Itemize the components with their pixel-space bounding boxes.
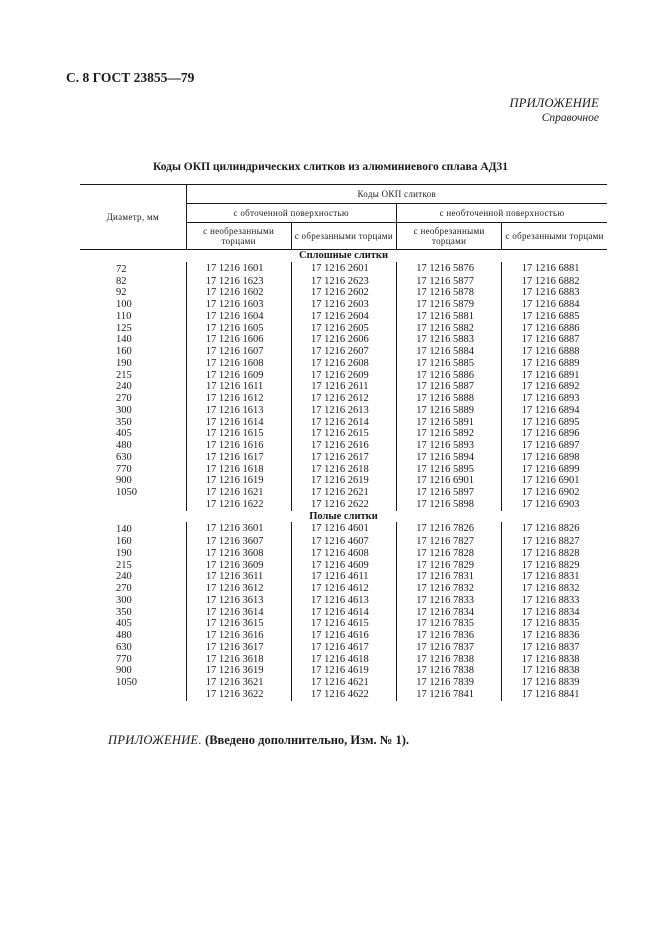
diameter-cell: 900 [116, 475, 132, 487]
code-cell: 17 1216 7838 [397, 654, 502, 666]
diameter-cell: 125 [116, 322, 132, 334]
diameter-cell: 900 [116, 665, 132, 677]
code-cell: 17 1216 2623 [291, 276, 396, 288]
group-header-unturned: с необточенной поверхностью [397, 204, 608, 223]
code-cell: 17 1216 1605 [186, 323, 291, 335]
diameter-cell: 300 [116, 594, 132, 606]
footer-text: (Введено дополнительно, Изм. № 1). [205, 733, 409, 747]
section-hollow-title-row [80, 511, 607, 523]
code-cell: 17 1216 8832 [502, 583, 607, 595]
code-cell: 17 1216 2604 [291, 311, 396, 323]
code-cell: 17 1216 7837 [397, 642, 502, 654]
table-row [80, 548, 607, 560]
code-cell: 17 1216 6884 [502, 299, 607, 311]
code-cell: 17 1216 1607 [186, 346, 291, 358]
code-cell: 17 1216 7838 [397, 665, 502, 677]
code-cell: 17 1216 6891 [502, 370, 607, 382]
subheader-untrimmed-ends: с необрезанными торцами [186, 223, 291, 250]
diameter-header: Диаметр, мм [80, 185, 186, 250]
code-cell: 17 1216 1613 [186, 405, 291, 417]
table-row [80, 334, 607, 346]
diameter-cell: 240 [116, 381, 132, 393]
code-cell: 17 1216 4613 [291, 595, 396, 607]
diameter-cell: 480 [116, 630, 132, 641]
code-cell: 17 1216 6892 [502, 381, 607, 393]
code-cell: 17 1216 8828 [502, 548, 607, 560]
code-cell: 17 1216 3613 [186, 595, 291, 607]
diameter-cell: 72 [116, 263, 127, 275]
table-row [80, 487, 607, 499]
code-cell: 17 1216 2601 [291, 262, 396, 276]
code-cell: 17 1216 6896 [502, 428, 607, 440]
code-cell: 17 1216 3609 [186, 560, 291, 572]
diameter-cell: 405 [116, 428, 132, 440]
code-cell: 17 1216 5881 [397, 311, 502, 323]
code-cell: 17 1216 3622 [186, 689, 291, 701]
code-cell: 17 1216 6898 [502, 452, 607, 464]
code-cell: 17 1216 5895 [397, 464, 502, 476]
code-cell: 17 1216 5876 [397, 262, 502, 276]
code-cell: 17 1216 1616 [186, 440, 291, 452]
table-row [80, 475, 607, 487]
code-cell: 17 1216 3615 [186, 618, 291, 630]
table-row [80, 654, 607, 666]
code-cell: 17 1216 3601 [186, 522, 291, 536]
code-cell: 17 1216 2622 [291, 499, 396, 511]
table-row [80, 370, 607, 382]
code-cell: 17 1216 6893 [502, 393, 607, 405]
code-cell: 17 1216 2611 [291, 381, 396, 393]
diameter-cell: 160 [116, 346, 132, 357]
code-cell: 17 1216 2619 [291, 475, 396, 487]
code-cell: 17 1216 1617 [186, 452, 291, 464]
code-cell: 17 1216 6887 [502, 334, 607, 346]
code-cell: 17 1216 5883 [397, 334, 502, 346]
code-cell: 17 1216 7827 [397, 536, 502, 548]
diameter-cell: 480 [116, 440, 132, 451]
code-cell: 17 1216 8833 [502, 595, 607, 607]
code-cell: 17 1216 1622 [186, 499, 291, 511]
diameter-cell [80, 499, 186, 511]
code-cell: 17 1216 5892 [397, 428, 502, 440]
diameter-cell: 1050 [116, 487, 137, 498]
code-cell: 17 1216 1611 [186, 381, 291, 393]
code-cell: 17 1216 7833 [397, 595, 502, 607]
code-cell: 17 1216 3608 [186, 548, 291, 560]
code-cell: 17 1216 7841 [397, 689, 502, 701]
code-cell: 17 1216 2618 [291, 464, 396, 476]
code-cell: 17 1216 1621 [186, 487, 291, 499]
section-title-hollow: Полые слитки [309, 510, 378, 522]
code-cell: 17 1216 8838 [502, 654, 607, 666]
code-cell: 17 1216 5897 [397, 487, 502, 499]
section-hollow-rows [80, 522, 607, 700]
table-row [80, 522, 607, 536]
code-cell: 17 1216 3621 [186, 677, 291, 689]
code-cell: 17 1216 4617 [291, 642, 396, 654]
code-cell: 17 1216 1618 [186, 464, 291, 476]
code-cell: 17 1216 1606 [186, 334, 291, 346]
code-cell: 17 1216 6903 [502, 499, 607, 511]
code-cell: 17 1216 5891 [397, 417, 502, 429]
table-row [80, 607, 607, 619]
code-cell: 17 1216 3612 [186, 583, 291, 595]
code-cell: 17 1216 1612 [186, 393, 291, 405]
code-cell: 17 1216 2607 [291, 346, 396, 358]
table-row [80, 428, 607, 440]
table-row [80, 393, 607, 405]
table-row [80, 287, 607, 299]
code-cell: 17 1216 1603 [186, 299, 291, 311]
code-cell: 17 1216 1619 [186, 475, 291, 487]
footer-label: ПРИЛОЖЕНИЕ. [108, 733, 202, 747]
code-cell: 17 1216 4616 [291, 630, 396, 642]
table-row [80, 630, 607, 642]
table-row [80, 583, 607, 595]
diameter-cell: 630 [116, 451, 132, 463]
table-row [80, 358, 607, 370]
table-row [80, 536, 607, 548]
code-cell: 17 1216 2614 [291, 417, 396, 429]
appendix-label [510, 96, 599, 124]
subheader-trimmed-ends: с обрезанными торцами [502, 223, 607, 250]
table-header [80, 185, 607, 250]
code-cell: 17 1216 5888 [397, 393, 502, 405]
appendix-subtitle: Справочное [541, 112, 599, 124]
code-cell: 17 1216 2613 [291, 405, 396, 417]
code-cell: 17 1216 8837 [502, 642, 607, 654]
diameter-cell: 110 [116, 310, 132, 322]
section-solid-rows [80, 262, 607, 511]
code-cell: 17 1216 8839 [502, 677, 607, 689]
table-row [80, 464, 607, 476]
diameter-cell: 82 [116, 275, 127, 287]
table-row [80, 499, 607, 511]
code-cell: 17 1216 4622 [291, 689, 396, 701]
code-cell: 17 1216 5894 [397, 452, 502, 464]
code-cell: 17 1216 8826 [502, 522, 607, 536]
code-cell: 17 1216 7826 [397, 522, 502, 536]
diameter-cell: 350 [116, 606, 132, 618]
code-cell: 17 1216 6895 [502, 417, 607, 429]
code-cell: 17 1216 5882 [397, 323, 502, 335]
code-cell: 17 1216 6885 [502, 311, 607, 323]
table-row [80, 311, 607, 323]
code-cell: 17 1216 7834 [397, 607, 502, 619]
code-cell: 17 1216 8836 [502, 630, 607, 642]
code-cell: 17 1216 6883 [502, 287, 607, 299]
code-cell: 17 1216 2603 [291, 299, 396, 311]
code-cell: 17 1216 5886 [397, 370, 502, 382]
code-cell: 17 1216 4611 [291, 571, 396, 583]
diameter-cell: 770 [116, 653, 132, 665]
diameter-cell: 630 [116, 641, 132, 653]
table-row [80, 595, 607, 607]
diameter-cell: 270 [116, 393, 132, 404]
diameter-cell: 215 [116, 369, 132, 381]
code-cell: 17 1216 7836 [397, 630, 502, 642]
page-header: С. 8 ГОСТ 23855—79 [66, 70, 195, 85]
code-cell: 17 1216 6901 [397, 475, 502, 487]
table-row [80, 405, 607, 417]
code-cell: 17 1216 1614 [186, 417, 291, 429]
footer-note [108, 733, 409, 748]
code-cell: 17 1216 1604 [186, 311, 291, 323]
section-title-solid: Сплошные слитки [298, 250, 389, 261]
code-cell: 17 1216 7832 [397, 583, 502, 595]
table-row [80, 440, 607, 452]
code-cell: 17 1216 1602 [186, 287, 291, 299]
code-cell: 17 1216 8834 [502, 607, 607, 619]
code-cell: 17 1216 6901 [502, 475, 607, 487]
table-row [80, 560, 607, 572]
code-cell: 17 1216 2615 [291, 428, 396, 440]
code-cell: 17 1216 1609 [186, 370, 291, 382]
table-row [80, 262, 607, 276]
code-cell: 17 1216 2617 [291, 452, 396, 464]
code-cell: 17 1216 5879 [397, 299, 502, 311]
appendix-title: ПРИЛОЖЕНИЕ [509, 96, 599, 110]
diameter-cell: 140 [116, 524, 132, 536]
code-cell: 17 1216 2605 [291, 323, 396, 335]
code-cell: 17 1216 3618 [186, 654, 291, 666]
code-cell: 17 1216 3617 [186, 642, 291, 654]
code-cell: 17 1216 7829 [397, 560, 502, 572]
code-cell: 17 1216 1608 [186, 358, 291, 370]
table-row [80, 299, 607, 311]
code-cell: 17 1216 2608 [291, 358, 396, 370]
code-cell: 17 1216 6899 [502, 464, 607, 476]
codes-header: Коды ОКП слитков [186, 185, 607, 204]
code-cell: 17 1216 2612 [291, 393, 396, 405]
diameter-cell [80, 689, 186, 701]
diameter-cell: 770 [116, 463, 132, 475]
subheader-untrimmed-ends: с необрезанными торцами [397, 223, 502, 250]
code-cell: 17 1216 6902 [502, 487, 607, 499]
code-cell: 17 1216 2606 [291, 334, 396, 346]
diameter-cell: 1050 [116, 677, 137, 688]
code-cell: 17 1216 5898 [397, 499, 502, 511]
code-cell: 17 1216 2602 [291, 287, 396, 299]
code-cell: 17 1216 5893 [397, 440, 502, 452]
diameter-cell: 160 [116, 536, 132, 547]
code-cell: 17 1216 7835 [397, 618, 502, 630]
code-cell: 17 1216 2616 [291, 440, 396, 452]
code-cell: 17 1216 5885 [397, 358, 502, 370]
table-row [80, 323, 607, 335]
code-cell: 17 1216 5877 [397, 276, 502, 288]
code-cell: 17 1216 3619 [186, 665, 291, 677]
code-cell: 17 1216 5889 [397, 405, 502, 417]
code-cell: 17 1216 7839 [397, 677, 502, 689]
code-cell: 17 1216 4619 [291, 665, 396, 677]
code-cell: 17 1216 8841 [502, 689, 607, 701]
diameter-cell: 405 [116, 618, 132, 630]
code-cell: 17 1216 3616 [186, 630, 291, 642]
code-cell: 17 1216 6894 [502, 405, 607, 417]
okp-codes-table [80, 184, 607, 701]
code-cell: 17 1216 2609 [291, 370, 396, 382]
diameter-cell: 190 [116, 357, 132, 369]
code-cell: 17 1216 6888 [502, 346, 607, 358]
code-cell: 17 1216 1623 [186, 276, 291, 288]
code-cell: 17 1216 4612 [291, 583, 396, 595]
code-cell: 17 1216 6889 [502, 358, 607, 370]
code-cell: 17 1216 1615 [186, 428, 291, 440]
diameter-cell: 140 [116, 334, 132, 346]
code-cell: 17 1216 6886 [502, 323, 607, 335]
code-cell: 17 1216 4615 [291, 618, 396, 630]
diameter-cell: 240 [116, 571, 132, 583]
table-row [80, 276, 607, 288]
table-row [80, 677, 607, 689]
diameter-cell: 92 [116, 287, 127, 299]
code-cell: 17 1216 3611 [186, 571, 291, 583]
code-cell: 17 1216 4608 [291, 548, 396, 560]
table-row [80, 452, 607, 464]
code-cell: 17 1216 7828 [397, 548, 502, 560]
table-row [80, 665, 607, 677]
diameter-cell: 300 [116, 404, 132, 416]
code-cell: 17 1216 8838 [502, 665, 607, 677]
diameter-cell: 190 [116, 547, 132, 559]
code-cell: 17 1216 6897 [502, 440, 607, 452]
code-cell: 17 1216 2621 [291, 487, 396, 499]
code-cell: 17 1216 7831 [397, 571, 502, 583]
code-cell: 17 1216 4601 [291, 522, 396, 536]
subheader-trimmed-ends: с обрезанными торцами [291, 223, 396, 250]
code-cell: 17 1216 8831 [502, 571, 607, 583]
table-row [80, 381, 607, 393]
diameter-cell: 100 [116, 299, 132, 310]
table-row [80, 417, 607, 429]
table-row [80, 571, 607, 583]
code-cell: 17 1216 4621 [291, 677, 396, 689]
code-cell: 17 1216 4609 [291, 560, 396, 572]
section-solid-title-row [80, 250, 607, 262]
code-cell: 17 1216 1601 [186, 262, 291, 276]
code-cell: 17 1216 5887 [397, 381, 502, 393]
code-cell: 17 1216 5884 [397, 346, 502, 358]
table-row [80, 346, 607, 358]
code-cell: 17 1216 8829 [502, 560, 607, 572]
table-row [80, 689, 607, 701]
code-cell: 17 1216 4607 [291, 536, 396, 548]
diameter-cell: 270 [116, 583, 132, 594]
code-cell: 17 1216 4614 [291, 607, 396, 619]
table-row [80, 642, 607, 654]
diameter-cell: 215 [116, 559, 132, 571]
group-header-turned: с обточенной поверхностью [186, 204, 397, 223]
code-cell: 17 1216 8827 [502, 536, 607, 548]
code-cell: 17 1216 6881 [502, 262, 607, 276]
code-cell: 17 1216 5878 [397, 287, 502, 299]
code-cell: 17 1216 3607 [186, 536, 291, 548]
code-cell: 17 1216 4618 [291, 654, 396, 666]
code-cell: 17 1216 8835 [502, 618, 607, 630]
diameter-cell: 350 [116, 416, 132, 428]
code-cell: 17 1216 3614 [186, 607, 291, 619]
table-title: Коды ОКП цилиндрических слитков из алюминиевого сплава АД31 [152, 161, 509, 173]
table-row [80, 618, 607, 630]
code-cell: 17 1216 6882 [502, 276, 607, 288]
